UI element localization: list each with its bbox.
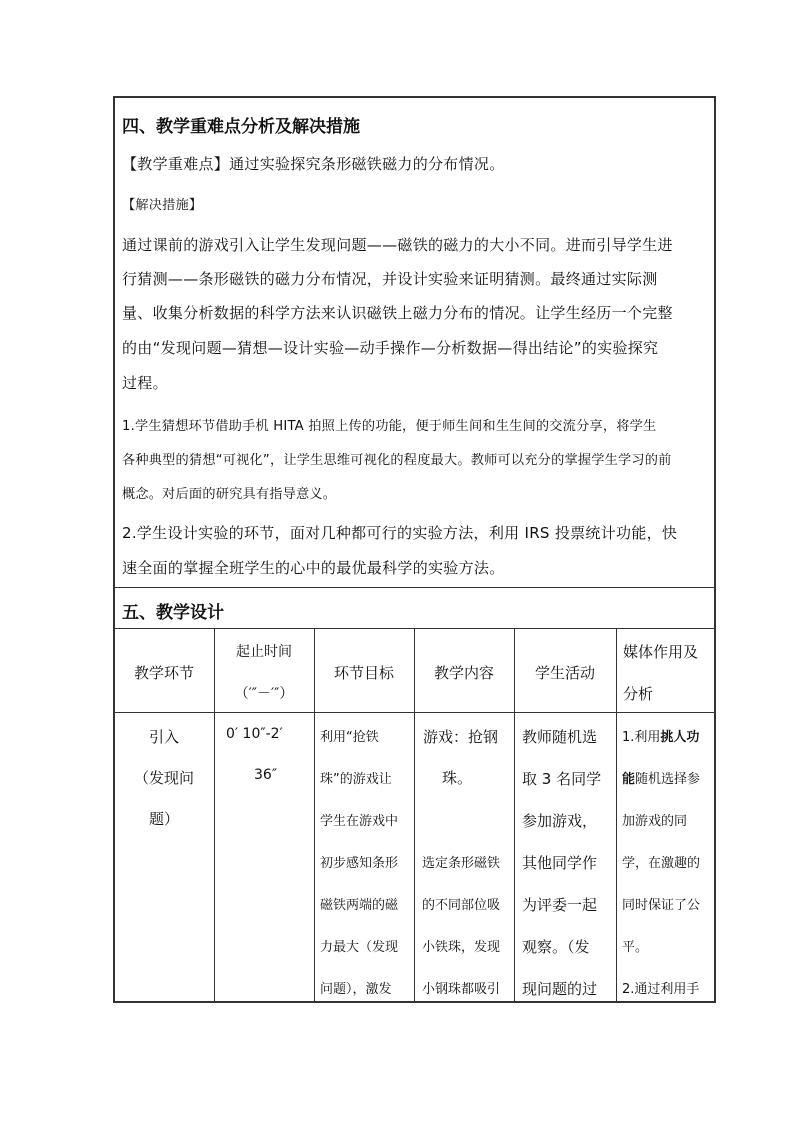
paragraph-line: 各种典型的猜想“可视化”，让学生思维可视化的程度最大。教师可以充分的掌握学生学习的前 [122, 453, 672, 468]
paragraph-line: 1.学生猜想环节借助手机 HITA 拍照上传的功能，便于师生间和生生间的交流分享，将学生 [122, 419, 657, 434]
cell-line: 现问题的过 [522, 980, 598, 998]
column-divider [616, 628, 617, 1001]
cell-line: （发现问 [133, 769, 194, 787]
header-activity: 学生活动 [534, 664, 595, 682]
cell-line: 磁铁两端的磁 [320, 898, 399, 913]
paragraph-line: 2.学生设计实验的环节，面对几种都可行的实验方法，利用 IRS 投票统计功能，快 [122, 524, 678, 542]
cell-line: 为评委一起 [522, 896, 598, 914]
header-stage: 教学环节 [133, 664, 194, 682]
measures-label: 【解决措施】 [122, 198, 203, 213]
section4-heading: 四、教学重难点分析及解决措施 [122, 117, 360, 137]
paragraph-line: 行猜测——条形磁铁的磁力分布情况，并设计实验来证明猜测。最终通过实际测 [122, 270, 658, 288]
cell-line [622, 726, 699, 745]
media-emphasis: 能 [622, 772, 636, 787]
cell-line: 其他同学作 [522, 854, 598, 872]
header-media-line2: 分析 [623, 685, 654, 703]
key-point-text: 【教学重难点】通过实验探究条形磁铁磁力的分布情况。 [122, 155, 505, 173]
cell-line: 观察。（发 [522, 938, 590, 956]
cell-line: 学生在游戏中 [320, 814, 399, 829]
paragraph-line: 的由“发现问题—猜想—设计实验—动手操作—分析数据—得出结论”的实验探究 [122, 339, 659, 357]
cell-line: 选定条形磁铁 [422, 856, 501, 871]
cell-line: 学，在激趣的 [622, 856, 701, 871]
cell-line: 36″ [254, 767, 278, 783]
paragraph-line: 速全面的掌握全班学生的心中的最优最科学的实验方法。 [122, 559, 505, 577]
header-time-line2: （′″－′″） [234, 686, 294, 702]
cell-line: 0′ 10″-2′ [226, 726, 283, 742]
cell-line: 平。 [622, 940, 649, 955]
cell-line: 珠。 [442, 769, 473, 787]
cell-line: 力最大（发现 [320, 940, 399, 955]
cell-line: 珠”的游戏让 [320, 772, 392, 787]
cell-line: 同时保证了公 [622, 898, 701, 913]
media-text: 1.利用 [622, 730, 661, 745]
media-emphasis: 挑人功 [660, 730, 700, 745]
cell-line: 2.通过利用手 [622, 982, 700, 997]
header-media-line1: 媒体作用及 [623, 643, 699, 661]
paragraph-line: 量、收集分析数据的科学方法来认识磁铁上磁力分布的情况。让学生经历一个完整 [122, 304, 673, 322]
paragraph-line: 概念。对后面的研究具有指导意义。 [122, 487, 337, 502]
cell-line: 初步感知条形 [320, 856, 399, 871]
column-divider [314, 628, 315, 1001]
cell-line: 参加游戏， [522, 812, 598, 830]
section-divider [115, 587, 714, 588]
media-text: 随机选择参 [635, 772, 701, 787]
cell-line: 题） [148, 810, 179, 828]
cell-line: 取 3 名同学 [522, 770, 602, 788]
cell-line [622, 768, 700, 787]
cell-line: 加游戏的同 [622, 814, 688, 829]
cell-line: 小铁珠，发现 [422, 940, 501, 955]
cell-line: 教师随机选 [522, 728, 598, 746]
header-goal: 环节目标 [333, 664, 394, 682]
cell-line: 游戏：抢钢 [423, 728, 499, 746]
cell-line: 小钢珠都吸引 [422, 982, 501, 997]
paragraph-line: 过程。 [122, 374, 168, 392]
paragraph-line: 通过课前的游戏引入让学生发现问题——磁铁的磁力的大小不同。进而引导学生进 [122, 236, 673, 254]
header-content: 教学内容 [433, 664, 494, 682]
cell-line: 引入 [148, 728, 179, 746]
cell-line: 的不同部位吸 [422, 898, 501, 913]
section5-heading: 五、教学设计 [122, 603, 224, 623]
header-time-line1: 起止时间 [236, 644, 292, 660]
column-divider [414, 628, 415, 1001]
column-divider [514, 628, 515, 1001]
cell-line: 利用“抢铁 [320, 730, 379, 745]
cell-line: 问题），激发 [320, 982, 392, 997]
